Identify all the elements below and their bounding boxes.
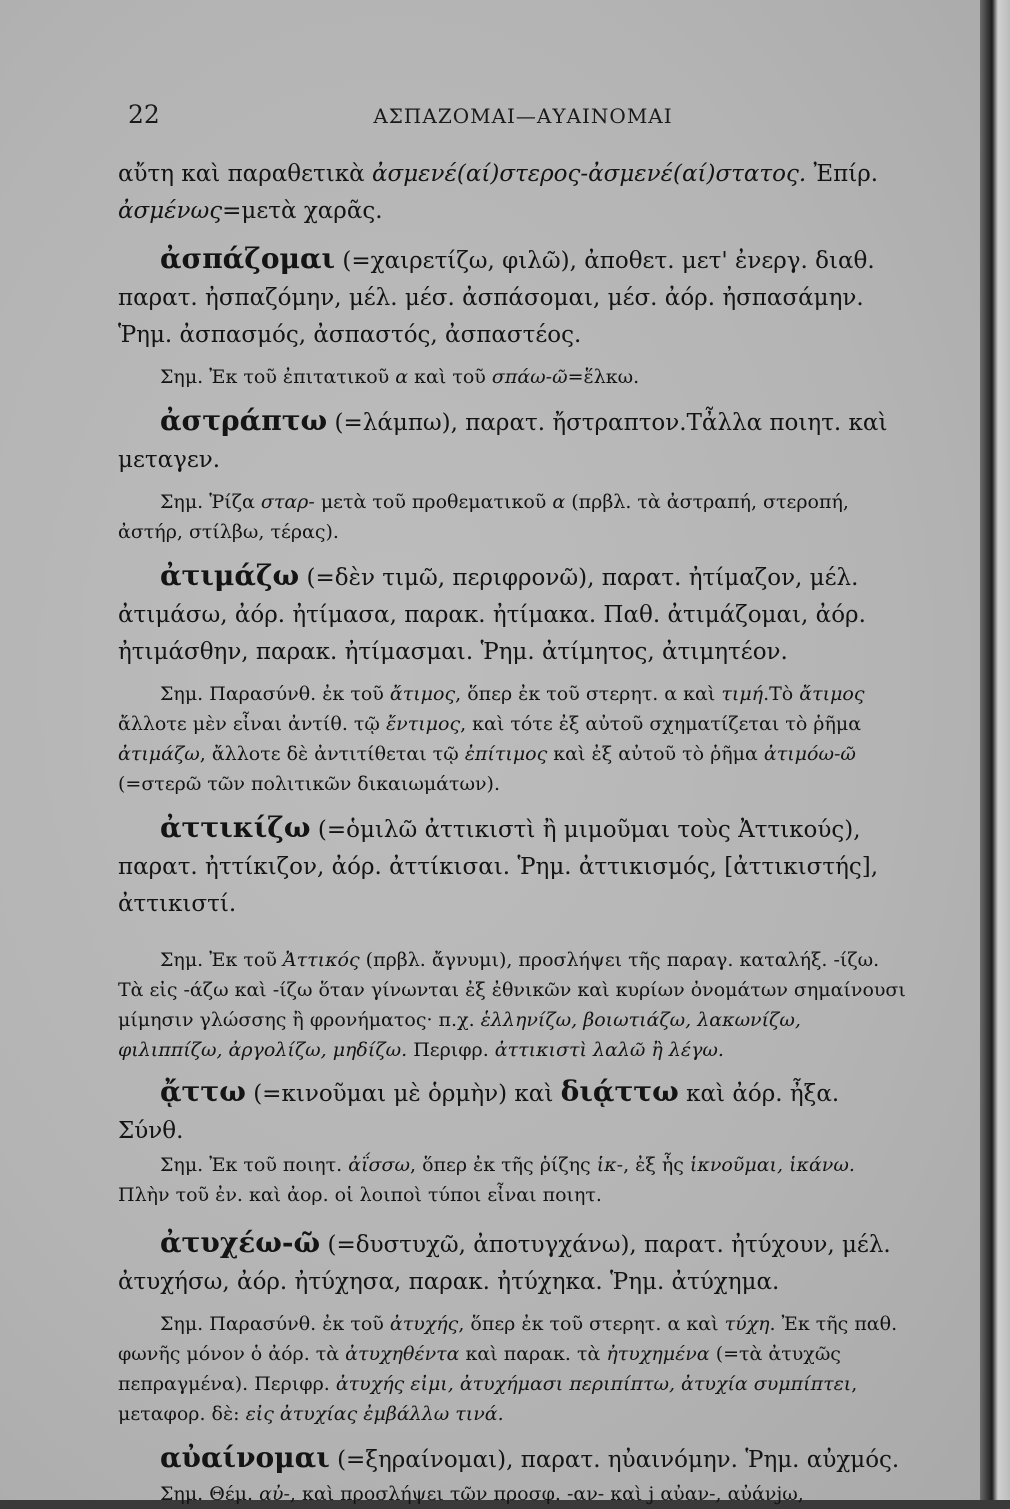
entry-auainomai	[118, 1439, 908, 1479]
entry-atimazo	[118, 557, 908, 671]
italic-span: ἄτιμος	[389, 683, 456, 705]
italic-span: ἀΐσσω	[348, 1154, 410, 1176]
italic-span: σταρ-	[260, 491, 315, 513]
text-span: =ἕλκω.	[567, 366, 640, 388]
text-span: Σημ. Ἐκ τοῦ ποιητ.	[160, 1154, 349, 1176]
italic-span: τύχη	[724, 1313, 770, 1335]
entry-atycheo	[118, 1224, 908, 1301]
headword: ἀτιμάζω	[160, 559, 300, 592]
text-span: , ὅπερ ἐκ τῆς ῥίζης	[409, 1154, 597, 1176]
italic-span: σπάω-ῶ	[491, 366, 568, 388]
text-span: , καὶ τότε ἐξ αὐτοῦ σχηματίζεται τὸ ῥῆμα	[460, 713, 862, 735]
text-span: Σημ. Ῥίζα	[160, 491, 261, 513]
text-span: , ἐξ ἧς	[623, 1154, 690, 1176]
headword: ἀτυχέω-ῶ	[160, 1226, 321, 1259]
page-number: 22	[128, 100, 160, 129]
text-span: αὔτη καὶ παραθετικὰ	[118, 161, 372, 187]
headword: ἀττικίζω	[160, 811, 311, 844]
text-span: , μεταφορ. δὲ:	[118, 1373, 858, 1425]
text-span: , καὶ προσλήψει τῶν προσφ. -αν- καὶ j αὐαν-, αὐάνjω,	[289, 1483, 804, 1505]
text-span: Ἐπίρ.	[806, 161, 879, 187]
entry-aspazomai	[118, 240, 908, 354]
italic-span: α	[552, 491, 566, 513]
italic-span: Ἀττικός	[282, 949, 360, 971]
note-atimazo	[118, 679, 908, 799]
headword: ἀστράπτω	[160, 404, 328, 437]
italic-span: τιμή	[721, 683, 764, 705]
text-span: . Ἐκ τῆς παθ. φωνῆς μόνον ὁ ἀόρ. τὰ	[118, 1313, 898, 1365]
entry-attikizo	[118, 809, 908, 923]
text-span: Πλὴν τοῦ ἐν. καὶ ἀορ. οἱ λοιποὶ τύποι εἶναι ποιητ.	[118, 1184, 602, 1206]
italic-span: α	[395, 366, 409, 388]
italic-span: ἀσμενέ(αί)στερος-ἀσμενέ(αί)στατος.	[372, 161, 807, 187]
text-span: , ἄλλοτε δὲ ἀντιτίθεται τῷ	[199, 743, 465, 765]
italic-span: ἑλληνίζω, βοιωτιάζω, λακωνίζω, φιλιππίζω, ἀργολίζω, μηδίζω.	[118, 1009, 801, 1061]
entry-atto	[118, 1073, 908, 1150]
italic-span: ἱκ-	[596, 1154, 624, 1176]
entry-body: (=ὁμιλῶ ἀττικιστὶ ἢ μιμοῦμαι τοὺς Ἀττικούς), παρατ. ἠττίκιζον, ἀόρ. ἀττίκισαι. Ῥημ. ἀττικισμός, [ἀττικιστής], ἀττικιστί.	[118, 817, 879, 917]
italic-span: ἀτιμόω-ῶ	[763, 743, 856, 765]
text-span: μετὰ τοῦ προθεματικοῦ	[314, 491, 553, 513]
text-span: καὶ ἐξ αὐτοῦ τὸ ῥῆμα	[547, 743, 764, 765]
italic-span: ἀτυχηθέντα	[345, 1343, 460, 1365]
text-span: =μετὰ χαρᾶς.	[222, 198, 383, 224]
note-atycheo	[118, 1309, 908, 1429]
note-auainomai	[118, 1479, 908, 1509]
text-span: .Τὸ	[763, 683, 800, 705]
dictionary-text	[118, 156, 908, 1509]
italic-span: αὐ-	[259, 1483, 290, 1505]
entry-body: (=λάμπω), παρατ. ἤστραπτον.Τἆλλα ποιητ. καὶ μεταγεν.	[118, 410, 888, 473]
text-span: Σημ. Θέμ.	[160, 1483, 260, 1505]
italic-span: εἰς ἀτυχίας ἐμβάλλω τινά.	[245, 1403, 504, 1425]
italic-span: ἄτιμος	[799, 683, 865, 705]
italic-span: ἀτυχής	[389, 1313, 459, 1335]
entry-astrapto	[118, 402, 908, 479]
headword-second: διᾴττω	[560, 1075, 679, 1108]
continuation-paragraph	[118, 156, 908, 230]
italic-span: ἀσμένως	[118, 198, 223, 224]
headword: ᾄττω	[160, 1075, 246, 1108]
text-span: Σημ. Παρασύνθ. ἐκ τοῦ	[160, 683, 390, 705]
italic-span: ἐπίτιμος	[464, 743, 548, 765]
note-attikizo	[118, 945, 908, 1065]
entry-body: (=δὲν τιμῶ, περιφρονῶ), παρατ. ἠτίμαζον, μέλ. ἀτιμάσω, ἀόρ. ἠτίμασα, παρακ. ἠτίμακα. Παθ. ἀτιμάζομαι, ἀόρ. ἠτιμάσθην, παρακ. ἠτίμασμαι. Ῥημ. ἀτίμητος, ἀτιμητέον.	[118, 565, 866, 665]
text-span: (=στερῶ τῶν πολιτικῶν δικαιωμάτων).	[118, 773, 501, 795]
book-gutter	[980, 0, 1010, 1500]
entry-body: (=δυστυχῶ, ἀποτυγχάνω), παρατ. ἠτύχουν, μέλ. ἀτυχήσω, ἀόρ. ἠτύχησα, παρακ. ἠτύχηκα. Ῥημ. ἀτύχημα.	[118, 1232, 891, 1295]
text-span: (πρβλ. τὰ ἀστραπή, στεροπή, ἀστήρ, στίλβω, τέρας).	[118, 491, 849, 543]
entry-body: (=κινοῦμαι μὲ ὁρμὴν) καὶ	[245, 1081, 561, 1107]
italic-span: ἀττικιστὶ λαλῶ ἢ λέγω.	[494, 1039, 724, 1061]
text-span: (πρβλ. ἄγνυμι), προσλήψει τῆς παραγ. καταλήξ. -ίζω. Τὰ εἰς -άζω καὶ -ίζω ὅταν γίνωνται ἐξ ἐθνικῶν καὶ κυρίων ὀνομάτων σημαίνουσι μίμησιν γλώσσης ἢ φρονήματος· π.χ.	[118, 949, 906, 1031]
text-span: Σημ. Παρασύνθ. ἐκ τοῦ	[160, 1313, 390, 1335]
entry-body: (=ξηραίνομαι), παρατ. ηὐαινόμην. Ῥημ. αὐχμός.	[329, 1447, 900, 1473]
page-header	[128, 100, 918, 140]
text-span: καὶ τοῦ	[408, 366, 492, 388]
italic-span: ἀτυχής εἰμι, ἀτυχήμασι περιπίπτω, ἀτυχία συμπίπτει	[335, 1373, 852, 1395]
italic-span: ἱκνοῦμαι, ἱκάνω.	[689, 1154, 855, 1176]
text-span: (=τὰ ἀτυχῶς πεπραγμένα). Περιφρ.	[118, 1343, 841, 1395]
note-atto	[118, 1150, 908, 1210]
note-aspazomai	[118, 362, 908, 392]
running-title: ΑΣΠΑΖΟΜΑΙ—ΑΥΑΙΝΟΜΑΙ	[373, 104, 673, 128]
text-span: Σημ. Ἐκ τοῦ	[160, 949, 283, 971]
note-astrapto	[118, 487, 908, 547]
text-span: ἄλλοτε μὲν εἶναι ἀντίθ. τῷ	[118, 713, 386, 735]
text-span: , ὅπερ ἐκ τοῦ στερητ. α καὶ	[458, 1313, 725, 1335]
entry-body: καὶ ἀόρ. ἦξα. Σύνθ.	[118, 1081, 840, 1144]
italic-span: ἠτυχημένα	[606, 1343, 710, 1365]
text-span: , ὅπερ ἐκ τοῦ στερητ. α καὶ	[455, 683, 722, 705]
headword: ἀσπάζομαι	[160, 242, 336, 275]
text-span: Περιφρ.	[407, 1039, 495, 1061]
italic-span: ἔντιμος	[385, 713, 461, 735]
text-span: καὶ παρακ. τὰ	[459, 1343, 607, 1365]
entry-body: (=χαιρετίζω, φιλῶ), ἀποθετ. μετ' ἐνεργ. διαθ. παρατ. ἠσπαζόμην, μέλ. μέσ. ἀσπάσομαι, μέσ. ἀόρ. ἠσπασάμην. Ῥημ. ἀσπασμός, ἀσπαστός, ἀσπαστέος.	[118, 248, 875, 348]
italic-span: ἀτιμάζω	[118, 743, 200, 765]
text-span: Σημ. Ἐκ τοῦ ἐπιτατικοῦ	[160, 366, 396, 388]
headword: αὐαίνομαι	[160, 1441, 330, 1474]
